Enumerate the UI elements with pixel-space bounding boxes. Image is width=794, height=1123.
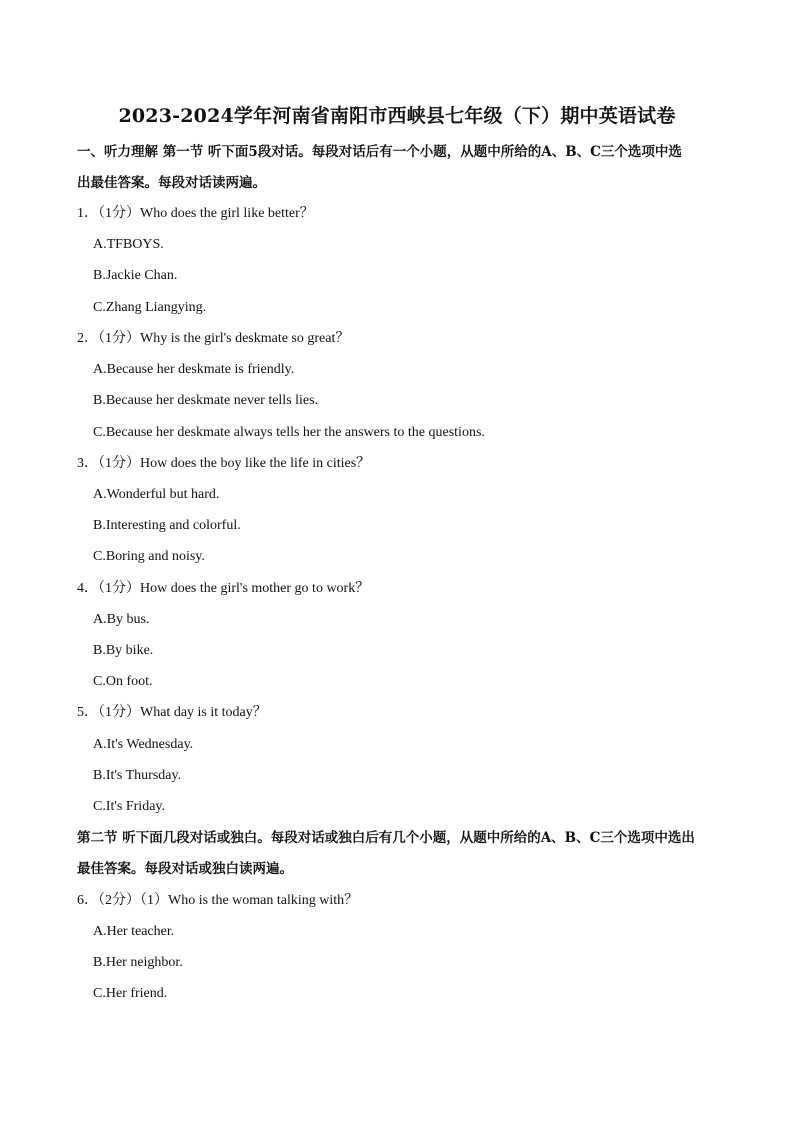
question-4-stem: 4．（1分）How does the girl's mother go to work？ <box>77 581 370 596</box>
question-2-stem: 2．（1分）Why is the girl's deskmate so great？ <box>77 331 350 346</box>
section-1-line-2: 出最佳答案。每段对话读两遍。 <box>77 175 266 191</box>
question-4-option-c: C.On foot. <box>93 674 153 689</box>
question-1-option-c: C.Zhang Liangying. <box>93 300 207 315</box>
section-2-line-2: 最佳答案。每段对话或独白读两遍。 <box>77 861 293 877</box>
question-5-option-c: C.It's Friday. <box>93 799 166 814</box>
question-3-option-a: A.Wonderful but hard. <box>93 487 220 502</box>
question-2-option-a: A.Because her deskmate is friendly. <box>93 362 295 377</box>
question-6-stem: 6．（2分）（1）Who is the woman talking with？ <box>77 893 359 908</box>
question-5-stem: 5．（1分）What day is it today？ <box>77 705 267 720</box>
question-1-option-a: A.TFBOYS. <box>93 237 164 252</box>
question-3-option-c: C.Boring and noisy. <box>93 549 205 564</box>
question-3-option-b: B.Interesting and colorful. <box>93 518 241 533</box>
question-5-option-a: A.It's Wednesday. <box>93 737 194 752</box>
section-2-line-1: 第二节 听下面几段对话或独白。每段对话或独白后有几个小题，从题中所给的A、B、C三个选项中选出 <box>77 830 695 846</box>
section-2-instructions <box>77 823 722 885</box>
question-1-stem: 1．（1分）Who does the girl like better？ <box>77 206 314 221</box>
section-1-instructions <box>77 137 722 199</box>
question-3-stem: 3．（1分）How does the boy like the life in cities？ <box>77 456 371 471</box>
question-6-option-b: B.Her neighbor. <box>93 955 183 970</box>
section-1-line-1: 一、听力理解 第一节 听下面5段对话。每段对话后有一个小题，从题中所给的A、B、C三个选项中选 <box>77 144 682 160</box>
question-2-option-c: C.Because her deskmate always tells her the answers to the questions. <box>93 425 485 440</box>
question-5-option-b: B.It's Thursday. <box>93 768 182 783</box>
question-2-option-b: B.Because her deskmate never tells lies. <box>93 393 319 408</box>
question-4-option-b: B.By bike. <box>93 643 154 658</box>
question-1-option-b: B.Jackie Chan. <box>93 268 178 283</box>
exam-title: 2023-2024学年河南省南阳市西峡县七年级（下）期中英语试卷 <box>118 105 676 127</box>
question-4-option-a: A.By bus. <box>93 612 150 627</box>
question-6-option-c: C.Her friend. <box>93 986 168 1001</box>
question-6-option-a: A.Her teacher. <box>93 924 175 939</box>
